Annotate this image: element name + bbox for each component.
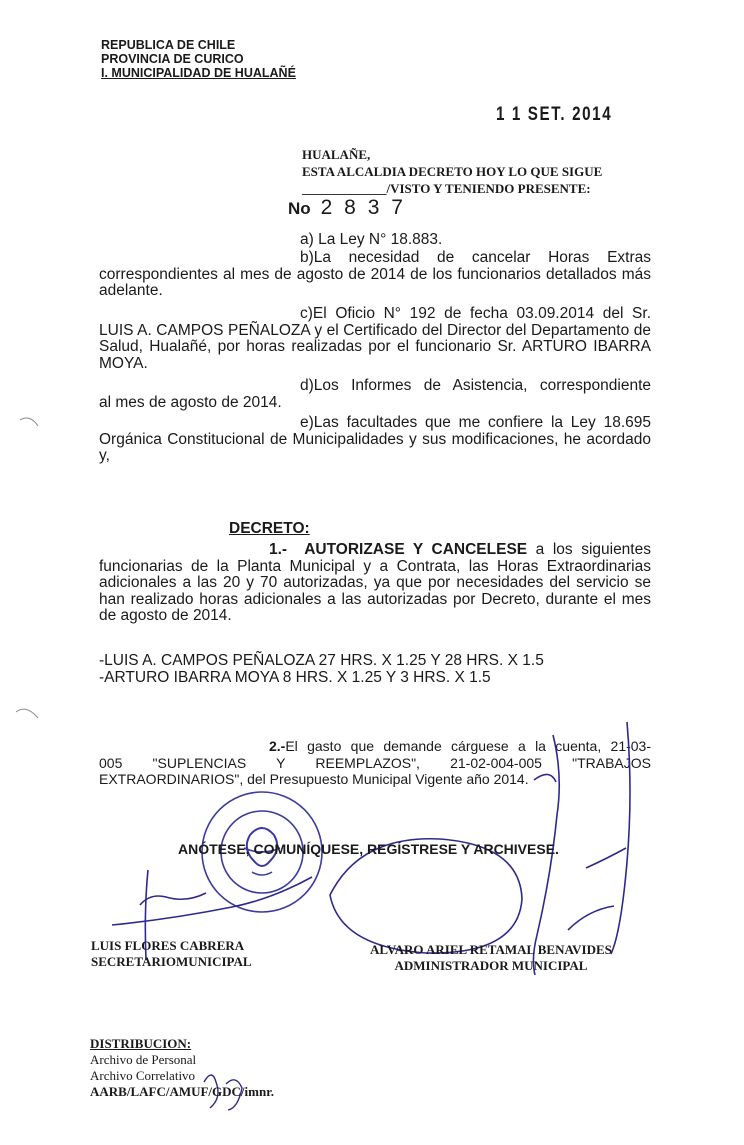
decree-number-prefix: No [288,199,311,218]
decree-number-value: 2 8 3 7 [320,196,406,219]
margin-mark [16,709,38,718]
distribution-initials-text: AARB/LAFC/AMUF/GDC/imnr. [90,1084,275,1099]
place-city: HUALAÑE, [302,147,371,162]
signature-right-title: ADMINISTRADOR MUNICIPAL [394,958,588,973]
date-stamp: 1 1 SET. 2014 [496,104,613,125]
list-item: -ARTURO IBARRA MOYA 8 HRS. X 1.25 Y 3 HRS. X 1.5 [99,669,491,686]
signature-right [370,942,612,974]
item1-bold: AUTORIZASE Y CANCELESE [304,541,528,558]
signature-right-name: ALVARO ARIEL RETAMAL BENAVIDES [370,942,612,957]
header-republic: REPUBLICA DE CHILE [101,38,236,52]
header-municipality: I. MUNICIPALIDAD DE HUALAÑÉ [101,66,296,80]
considerando-a: a) La Ley N° 18.883. [300,231,443,248]
list-item: -LUIS A. CAMPOS PEÑALOZA 27 HRS. X 1.25 Y 28 HRS. X 1.5 [99,652,544,669]
decreto-item-2: 2.-El gasto que demande cárguese a la cuenta, 21-03- 005 "SUPLENCIAS Y REEMPLAZOS", 21-02-004-005 "TRABAJOS EXTRAORDINARIOS", del Presupuesto Municipal Vigente año 2014. [99,738,651,787]
item2-number: 2.- [269,738,286,754]
signature-left-name: LUIS FLORES CABRERA [91,938,245,953]
signature-left [91,938,252,970]
considerando-e: e)Las facultades que me confiere la Ley 18.695 Orgánica Constitucional de Municipalidades y sus modificaciones, he acordado y, [99,414,651,464]
considerando-c: c)El Oficio N° 192 de fecha 03.09.2014 del Sr. LUIS A. CAMPOS PEÑALOZA y el Certificado del Director del Departamento de Salud, Hualañé, por horas realizadas por el funcionario Sr. ARTURO IBARRA MOYA. [99,305,651,372]
distribution-block [90,1036,274,1100]
header-province: PROVINCIA DE CURICO [101,52,244,66]
decreto-heading: DECRETO: [229,520,310,537]
considerando-b: b)La necesidad de cancelar Horas Extras correspondientes al mes de agosto de 2014 de los funcionarios detallados más adelante. [99,249,651,299]
margin-mark [20,418,38,426]
decreto-item-1: 1.- AUTORIZASE Y CANCELESE a los siguientes funcionarias de la Planta Municipal y a Contrata, las Horas Extraordinarias adicionales a las 20 y 70 autorizadas, ya que por necesidades del servicio se han realizado horas adicionales a las autorizadas por Decreto, durante el mes de agosto de 2014. [99,541,651,624]
distribution-item: Archivo de Personal [90,1052,197,1067]
closing-statement: ANÓTESE, COMUNÍQUESE, REGÍSTRESE Y ARCHIVESE. [178,841,559,857]
considerando-d: d)Los Informes de Asistencia, correspondiente al mes de agosto de 2014. [99,377,651,411]
distribution-item: Archivo Correlativo [90,1068,196,1083]
place-visto: _____________/VISTO Y TENIENDO PRESENTE: [302,181,591,196]
item1-number: 1.- [269,541,288,558]
distribution-heading: DISTRIBUCION: [90,1036,192,1051]
signature-left-title: SECRETARIOMUNICIPAL [91,954,252,969]
place-alcaldia: ESTA ALCALDIA DECRETO HOY LO QUE SIGUE [302,164,603,179]
